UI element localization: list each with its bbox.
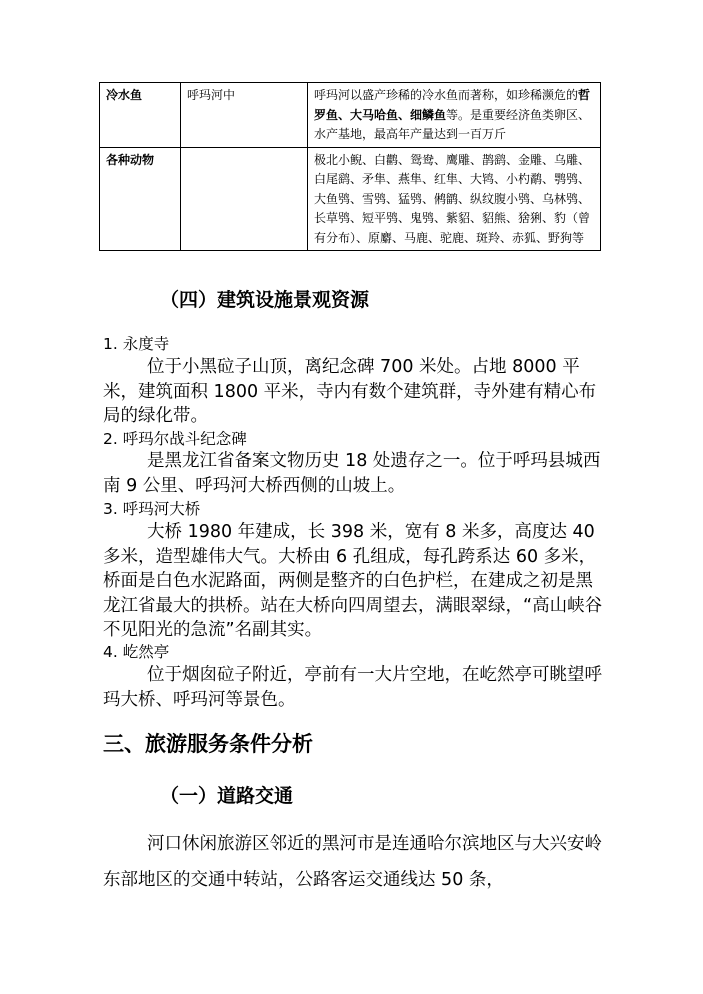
table-row [100, 83, 601, 148]
list-item-label: 1. 永度寺 [103, 335, 170, 353]
chapter-heading: 三、旅游服务条件分析 [103, 732, 313, 756]
table-cell-description [308, 83, 601, 148]
paragraph: 位于小黑砬子山顶，离纪念碑 700 米处。占地 8000 平米，建筑面积 1800 平米，寺内有数个建筑群，寺外建有精心布局的绿化带。 [103, 357, 597, 426]
section-heading: （四）建筑设施景观资源 [160, 289, 370, 311]
description-text: 等。是重要经济鱼类卵区、水产基地，最高年产量达到一百万斤 [314, 107, 591, 141]
section-heading: （一）道路交通 [160, 785, 294, 807]
description-text: 呼玛河以盛产珍稀的冷水鱼而著称，如珍稀濒危的 [314, 88, 579, 102]
table-row [100, 147, 601, 251]
list-item-label: 2. 呼玛尔战斗纪念碑 [103, 430, 247, 448]
paragraph: 河口休闲旅游区邻近的黑河市是连通哈尔滨地区与大兴安岭东部地区的交通中转站，公路客运交通线达 50 条， [103, 834, 602, 890]
paragraph: 位于烟囱砬子附近，亭前有一大片空地，在屹然亭可眺望呼玛大桥、呼玛河等景色。 [103, 665, 602, 710]
paragraph: 大桥 1980 年建成，长 398 米，宽有 8 米多，高度达 40 多米，造型雄伟大气。大桥由 6 孔组成，每孔跨系达 60 多米，桥面是白色水泥路面，两侧是整齐的白色护栏，在建成之初是黑龙江省最大的拱桥。站在大桥向四周望去，满眼翠绿，“高山峡谷不见阳光的急流”名副其实。 [103, 522, 603, 640]
description-bold-text: 哲罗鱼、大马哈鱼、细鳞鱼 [314, 88, 591, 122]
resource-table [99, 82, 601, 251]
paragraph: 是黑龙江省备案文物历史 18 处遗存之一。位于呼玛县城西南 9 公里、呼玛河大桥西侧的山坡上。 [103, 451, 601, 496]
table-cell-name: 冷水鱼 [100, 83, 181, 148]
table-cell-location: 呼玛河中 [181, 83, 308, 148]
list-item-label: 3. 呼玛河大桥 [103, 500, 201, 518]
table-cell-location [181, 147, 308, 251]
list-item-label: 4. 屹然亭 [103, 643, 170, 661]
table-cell-name: 各种动物 [100, 147, 181, 251]
table-cell-description: 极北小鲵、白鹳、鸳鸯、鹰雕、鹊鹞、金雕、乌雕、白尾鹞、矛隼、燕隼、红隼、大鸨、小杓鹬、鹗鸮、大鱼鸮、雪鸮、猛鸮、鸺鹠、纵纹腹小鸮、乌林鸮、长草鸮、短平鸮、鬼鸮、紫貂、貂熊、猞猁、豹（曾有分布）、原麝、马鹿、驼鹿、斑羚、赤狐、野狗等 [308, 147, 601, 251]
